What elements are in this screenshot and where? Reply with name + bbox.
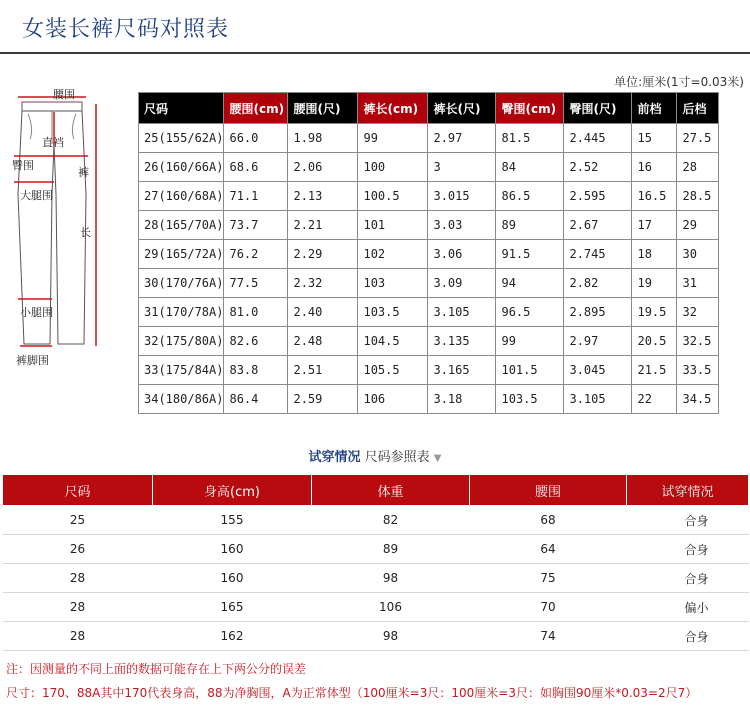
pants-illustration [6,84,134,369]
size-table-row [139,298,719,327]
size-value-cell: 19 [632,269,677,298]
size-value-cell: 99 [358,124,428,153]
size-header-cell: 前档 [632,93,677,124]
size-table-header-row [139,93,719,124]
fitting-caption [0,446,750,465]
figure-label-pants: 裤 [78,166,89,179]
fitting-cell: 28 [3,622,153,651]
size-value-cell: 106 [358,385,428,414]
size-value-cell: 104.5 [358,327,428,356]
size-value-cell: 22 [632,385,677,414]
size-value-cell: 105.5 [358,356,428,385]
figure-label-hem: 裤脚围 [16,354,49,367]
size-value-cell: 33.5 [677,356,719,385]
fitting-header-cell: 腰围 [470,475,627,506]
size-value-cell: 100 [358,153,428,182]
size-value-cell: 99 [496,327,564,356]
fitting-cell: 98 [312,622,470,651]
fitting-cell: 89 [312,535,470,564]
size-value-cell: 2.21 [288,211,358,240]
size-value-cell: 103 [358,269,428,298]
size-label-cell: 33(175/84A) [139,356,224,385]
figure-label-length: 长 [80,226,91,239]
size-header-cell: 腰围(cm) [224,93,288,124]
size-value-cell: 1.98 [288,124,358,153]
fitting-cell: 155 [153,506,312,535]
size-value-cell: 73.7 [224,211,288,240]
size-table-row [139,182,719,211]
figure-label-thigh: 大腿围 [20,189,53,202]
size-value-cell: 3.135 [428,327,496,356]
fitting-cell: 合身 [627,564,749,593]
fitting-cell: 70 [470,593,627,622]
size-value-cell: 103.5 [496,385,564,414]
size-value-cell: 3.06 [428,240,496,269]
fitting-cell: 160 [153,564,312,593]
fitting-cell: 106 [312,593,470,622]
fitting-header-cell: 体重 [312,475,470,506]
pants-measurement-figure [6,84,134,369]
size-label-cell: 26(160/66A) [139,153,224,182]
size-value-cell: 18 [632,240,677,269]
size-value-cell: 3.03 [428,211,496,240]
size-value-cell: 17 [632,211,677,240]
triangle-down-icon: ▼ [433,453,442,464]
size-chart-table [138,92,719,414]
size-value-cell: 19.5 [632,298,677,327]
fitting-caption-title: 试穿情况 [308,450,361,465]
size-table-row [139,356,719,385]
size-header-cell: 臀围(尺) [564,93,632,124]
fitting-cell: 68 [470,506,627,535]
size-value-cell: 34.5 [677,385,719,414]
size-value-cell: 32.5 [677,327,719,356]
size-value-cell: 91.5 [496,240,564,269]
size-value-cell: 2.59 [288,385,358,414]
fitting-cell: 98 [312,564,470,593]
fitting-cell: 合身 [627,506,749,535]
fitting-cell: 165 [153,593,312,622]
fitting-caption-subtitle: 尺码参照表 [364,450,430,465]
size-value-cell: 3.105 [428,298,496,327]
size-value-cell: 29 [677,211,719,240]
size-value-cell: 16.5 [632,182,677,211]
size-value-cell: 2.52 [564,153,632,182]
size-value-cell: 96.5 [496,298,564,327]
size-header-cell: 尺码 [139,93,224,124]
fitting-table [2,474,749,651]
size-value-cell: 2.595 [564,182,632,211]
fitting-header-cell: 身高(cm) [153,475,312,506]
page-title: 女装长裤尺码对照表 [22,17,230,42]
size-value-cell: 16 [632,153,677,182]
size-value-cell: 83.8 [224,356,288,385]
size-value-cell: 28 [677,153,719,182]
fitting-cell: 偏小 [627,593,749,622]
size-value-cell: 2.67 [564,211,632,240]
fitting-cell: 28 [3,564,153,593]
size-value-cell: 3 [428,153,496,182]
size-label-cell: 31(170/78A) [139,298,224,327]
fitting-cell: 160 [153,535,312,564]
size-value-cell: 2.51 [288,356,358,385]
size-value-cell: 66.0 [224,124,288,153]
fitting-table-row [3,506,749,535]
size-table-row [139,153,719,182]
fitting-cell: 合身 [627,622,749,651]
fitting-header-cell: 尺码 [3,475,153,506]
size-header-cell: 裤长(cm) [358,93,428,124]
fitting-table-row [3,564,749,593]
size-value-cell: 71.1 [224,182,288,211]
fitting-cell: 64 [470,535,627,564]
size-value-cell: 15 [632,124,677,153]
size-table-body [139,124,719,414]
size-value-cell: 86.4 [224,385,288,414]
size-value-cell: 2.745 [564,240,632,269]
size-value-cell: 3.105 [564,385,632,414]
fitting-cell: 25 [3,506,153,535]
size-value-cell: 86.5 [496,182,564,211]
figure-label-rise: 直裆 [42,136,64,149]
size-header-cell: 腰围(尺) [288,93,358,124]
measurement-error-note: 注：因测量的不同上面的数据可能存在上下两公分的误差 [6,662,307,676]
size-value-cell: 101.5 [496,356,564,385]
size-value-cell: 27.5 [677,124,719,153]
unit-note: 单位:厘米(1寸=0.03米) [614,75,744,89]
size-label-cell: 34(180/86A) [139,385,224,414]
size-explanation-note: 尺寸：170、88A其中170代表身高，88为净胸围，A为正常体型（100厘米=3尺：100厘米=3尺：如胸围90厘米*0.03=2尺7） [6,686,698,700]
fitting-cell: 75 [470,564,627,593]
size-table-row [139,211,719,240]
size-label-cell: 30(170/76A) [139,269,224,298]
size-header-cell: 裤长(尺) [428,93,496,124]
fitting-cell: 合身 [627,535,749,564]
size-value-cell: 2.82 [564,269,632,298]
size-value-cell: 94 [496,269,564,298]
size-value-cell: 3.18 [428,385,496,414]
size-value-cell: 3.045 [564,356,632,385]
size-value-cell: 100.5 [358,182,428,211]
fitting-cell: 162 [153,622,312,651]
size-value-cell: 81.5 [496,124,564,153]
size-value-cell: 3.09 [428,269,496,298]
size-table-row [139,269,719,298]
size-value-cell: 82.6 [224,327,288,356]
size-value-cell: 102 [358,240,428,269]
size-value-cell: 20.5 [632,327,677,356]
figure-label-waist: 腰围 [53,88,75,101]
size-table-row [139,124,719,153]
size-value-cell: 28.5 [677,182,719,211]
fitting-table-body [3,506,749,651]
figure-label-hip: 臀围 [12,159,34,172]
fitting-table-row [3,622,749,651]
size-value-cell: 3.165 [428,356,496,385]
size-value-cell: 2.97 [428,124,496,153]
figure-label-calf: 小腿围 [20,306,53,319]
size-label-cell: 28(165/70A) [139,211,224,240]
size-value-cell: 89 [496,211,564,240]
size-value-cell: 2.40 [288,298,358,327]
size-label-cell: 29(165/72A) [139,240,224,269]
size-value-cell: 2.48 [288,327,358,356]
size-value-cell: 76.2 [224,240,288,269]
title-divider [0,52,750,54]
fitting-cell: 82 [312,506,470,535]
fitting-table-row [3,593,749,622]
size-value-cell: 31 [677,269,719,298]
fitting-cell: 74 [470,622,627,651]
size-value-cell: 68.6 [224,153,288,182]
fitting-cell: 26 [3,535,153,564]
size-value-cell: 103.5 [358,298,428,327]
size-label-cell: 32(175/80A) [139,327,224,356]
size-value-cell: 101 [358,211,428,240]
size-value-cell: 84 [496,153,564,182]
size-table-row [139,240,719,269]
size-value-cell: 3.015 [428,182,496,211]
size-value-cell: 2.32 [288,269,358,298]
size-value-cell: 2.13 [288,182,358,211]
size-value-cell: 30 [677,240,719,269]
size-label-cell: 27(160/68A) [139,182,224,211]
size-value-cell: 77.5 [224,269,288,298]
fitting-cell: 28 [3,593,153,622]
size-label-cell: 25(155/62A) [139,124,224,153]
size-value-cell: 81.0 [224,298,288,327]
size-table-row [139,327,719,356]
size-table-row [139,385,719,414]
size-header-cell: 臀围(cm) [496,93,564,124]
fitting-header-cell: 试穿情况 [627,475,749,506]
size-value-cell: 32 [677,298,719,327]
fitting-table-row [3,535,749,564]
size-value-cell: 2.97 [564,327,632,356]
size-value-cell: 2.895 [564,298,632,327]
size-value-cell: 2.06 [288,153,358,182]
size-value-cell: 2.445 [564,124,632,153]
fitting-table-header-row [3,475,749,506]
size-value-cell: 21.5 [632,356,677,385]
size-header-cell: 后档 [677,93,719,124]
size-value-cell: 2.29 [288,240,358,269]
